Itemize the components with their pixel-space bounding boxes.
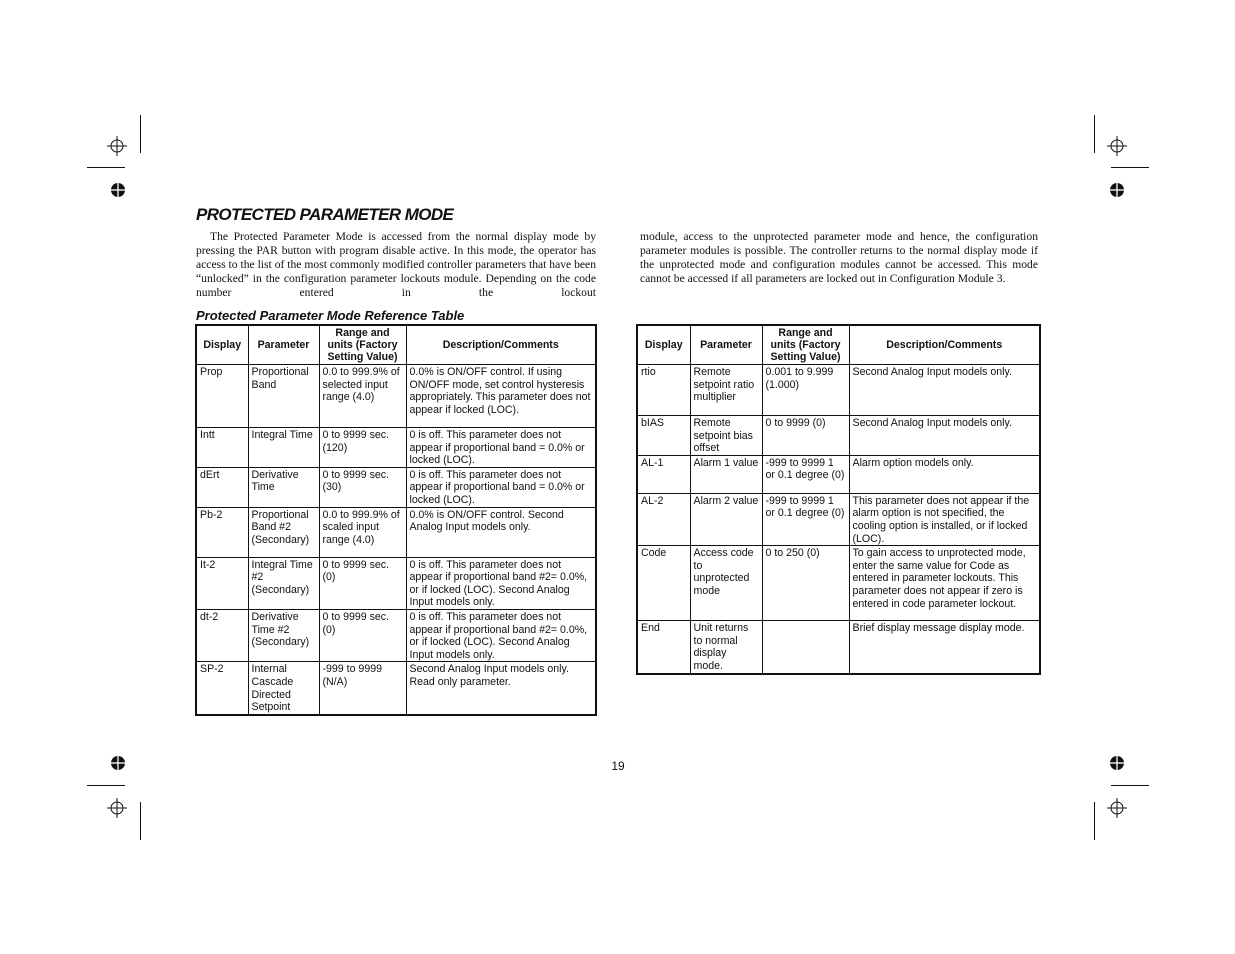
cell-description: 0.0% is ON/OFF control. If using ON/OFF mode, set control hysteresis appropriately. This parameter does not appear if locked (LOC).: [406, 365, 596, 428]
cell-description: 0 is off. This parameter does not appear if proportional band #2= 0.0%, or if locked (LOC). Second Analog Input models only.: [406, 557, 596, 609]
table-row: [196, 467, 596, 507]
table-title: Protected Parameter Mode Reference Table: [196, 308, 465, 323]
page-heading: PROTECTED PARAMETER MODE: [196, 205, 454, 224]
crop-mark-line: [1094, 115, 1095, 153]
cell-display: AL-2: [637, 493, 690, 545]
cell-description: Second Analog Input models only.: [849, 416, 1040, 456]
column-header-parameter: Parameter: [690, 325, 762, 365]
cell-description: To gain access to unprotected mode, enter the same value for Code as entered in parameter lockouts. This parameter does not appear if zero is entered in code parameter lockout.: [849, 546, 1040, 621]
cell-range: 0 to 9999 sec. (30): [319, 467, 406, 507]
crop-mark-line: [1094, 802, 1095, 840]
table-body-left: [196, 365, 596, 715]
cell-description: 0 is off. This parameter does not appear if proportional band = 0.0% or locked (LOC).: [406, 467, 596, 507]
cell-range: 0.0 to 999.9% of selected input range (4.0): [319, 365, 406, 428]
cell-range: [762, 621, 849, 674]
registration-dot-icon: [1109, 755, 1125, 771]
registration-target-icon: [1107, 136, 1127, 156]
cell-parameter: Derivative Time #2 (Secondary): [248, 609, 319, 661]
cell-range: 0 to 9999 sec. (120): [319, 428, 406, 468]
table-row: [196, 662, 596, 715]
reference-table-left: [195, 324, 597, 716]
cell-range: -999 to 9999 1 or 0.1 degree (0): [762, 455, 849, 493]
table-row: [637, 621, 1040, 674]
registration-dot-icon: [110, 755, 126, 771]
cell-display: dt-2: [196, 609, 248, 661]
crop-mark-line: [140, 115, 141, 153]
registration-target-icon: [107, 136, 127, 156]
table-row: [637, 546, 1040, 621]
intro-paragraph-right: module, access to the unprotected parameter mode and hence, the configuration parameter modules is possible. The controller returns to the normal display mode if the unprotected mode and configuration modules cannot be accessed. This mode cannot be accessed if all parameters are locked out in Configuration Module 3.: [640, 230, 1038, 285]
cell-parameter: Unit returns to normal display mode.: [690, 621, 762, 674]
crop-mark-line: [87, 785, 125, 786]
cell-description: Alarm option models only.: [849, 455, 1040, 493]
cell-parameter: Proportional Band: [248, 365, 319, 428]
table-header-row: [196, 325, 596, 365]
table-row: [196, 428, 596, 468]
registration-dot-icon: [110, 182, 126, 198]
table-row: [196, 507, 596, 557]
registration-target-icon: [1107, 798, 1127, 818]
cell-range: 0 to 250 (0): [762, 546, 849, 621]
cell-description: Second Analog Input models only.: [849, 365, 1040, 416]
cell-parameter: Remote setpoint bias offset: [690, 416, 762, 456]
crop-mark-line: [140, 802, 141, 840]
table-row: [196, 557, 596, 609]
cell-display: bIAS: [637, 416, 690, 456]
table-row: [637, 365, 1040, 416]
cell-parameter: Internal Cascade Directed Setpoint: [248, 662, 319, 715]
cell-description: 0.0% is ON/OFF control. Second Analog Input models only.: [406, 507, 596, 557]
cell-parameter: Alarm 1 value: [690, 455, 762, 493]
registration-target-icon: [107, 798, 127, 818]
table-row: [637, 493, 1040, 545]
cell-parameter: Integral Time: [248, 428, 319, 468]
cell-range: 0 to 9999 (0): [762, 416, 849, 456]
cell-display: SP-2: [196, 662, 248, 715]
cell-display: Intt: [196, 428, 248, 468]
cell-range: -999 to 9999 1 or 0.1 degree (0): [762, 493, 849, 545]
cell-range: 0 to 9999 sec. (0): [319, 609, 406, 661]
column-header-display: Display: [196, 325, 248, 365]
table-row: [637, 455, 1040, 493]
column-header-parameter: Parameter: [248, 325, 319, 365]
registration-dot-icon: [1109, 182, 1125, 198]
table-row: [637, 416, 1040, 456]
cell-display: Code: [637, 546, 690, 621]
cell-description: 0 is off. This parameter does not appear if proportional band #2= 0.0%, or if locked (LOC). Second Analog Input models only.: [406, 609, 596, 661]
cell-description: This parameter does not appear if the alarm option is not specified, the cooling option is installed, or if locked (LOC).: [849, 493, 1040, 545]
cell-parameter: Integral Time #2 (Secondary): [248, 557, 319, 609]
column-header-display: Display: [637, 325, 690, 365]
cell-display: It-2: [196, 557, 248, 609]
cell-display: End: [637, 621, 690, 674]
reference-table-right: [636, 324, 1041, 675]
column-header-range: Range and units (Factory Setting Value): [762, 325, 849, 365]
crop-mark-line: [1111, 167, 1149, 168]
cell-range: -999 to 9999 (N/A): [319, 662, 406, 715]
table-row: [196, 609, 596, 661]
cell-parameter: Alarm 2 value: [690, 493, 762, 545]
table-body-right: [637, 365, 1040, 674]
cell-display: Prop: [196, 365, 248, 428]
column-header-description: Description/Comments: [406, 325, 596, 365]
cell-description: Brief display message display mode.: [849, 621, 1040, 674]
cell-range: 0.0 to 999.9% of scaled input range (4.0): [319, 507, 406, 557]
table-row: [196, 365, 596, 428]
crop-mark-line: [87, 167, 125, 168]
cell-parameter: Proportional Band #2 (Secondary): [248, 507, 319, 557]
cell-description: Second Analog Input models only. Read only parameter.: [406, 662, 596, 715]
cell-display: Pb-2: [196, 507, 248, 557]
cell-display: dErt: [196, 467, 248, 507]
intro-paragraph-left: The Protected Parameter Mode is accessed from the normal display mode by pressing the PAR button with program disable active. In this mode, the operator has access to the list of the most commonly modified controller parameters that have been “unlocked” in the configuration parameter lockouts module. Depending on the code number entered in the lockout: [196, 230, 596, 299]
cell-parameter: Access code to unprotected mode: [690, 546, 762, 621]
cell-range: 0.001 to 9.999 (1.000): [762, 365, 849, 416]
column-header-range: Range and units (Factory Setting Value): [319, 325, 406, 365]
cell-description: 0 is off. This parameter does not appear if proportional band = 0.0% or locked (LOC).: [406, 428, 596, 468]
page-number: 19: [611, 759, 625, 773]
cell-range: 0 to 9999 sec. (0): [319, 557, 406, 609]
cell-parameter: Derivative Time: [248, 467, 319, 507]
cell-display: AL-1: [637, 455, 690, 493]
table-header-row: [637, 325, 1040, 365]
cell-display: rtio: [637, 365, 690, 416]
column-header-description: Description/Comments: [849, 325, 1040, 365]
cell-parameter: Remote setpoint ratio multiplier: [690, 365, 762, 416]
crop-mark-line: [1111, 785, 1149, 786]
